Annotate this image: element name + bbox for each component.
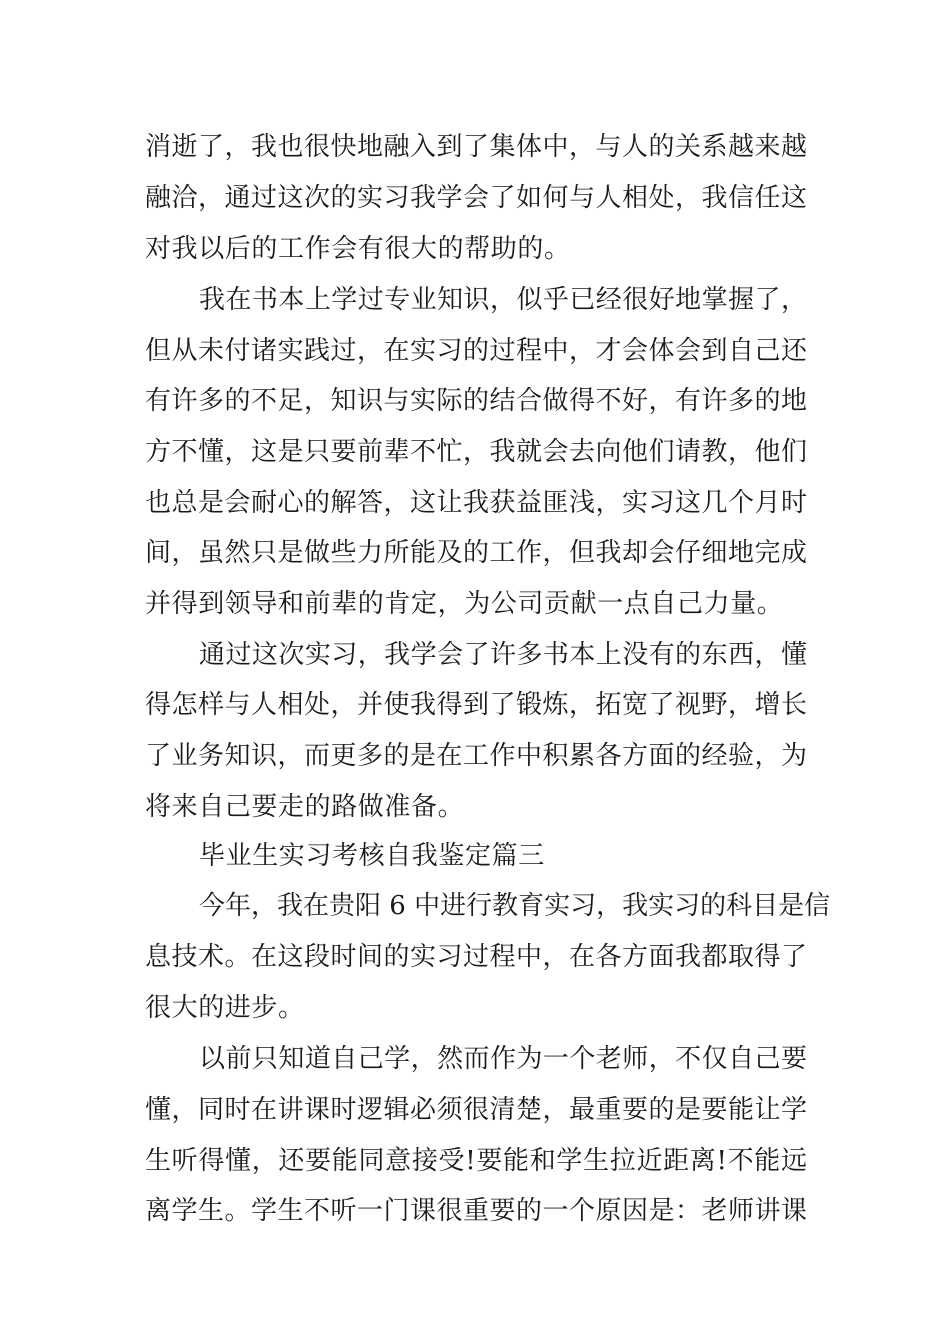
paragraph-1-line-1: 消逝了，我也很快地融入到了集体中，与人的关系越来越 bbox=[145, 132, 807, 162]
paragraph-2-line-2: 但从未付诸实践过，在实习的过程中，才会体会到自己还 bbox=[145, 336, 807, 366]
paragraph-1-line-3: 对我以后的工作会有很大的帮助的。 bbox=[145, 234, 571, 264]
paragraph-3-line-3: 了业务知识，而更多的是在工作中积累各方面的经验，为 bbox=[145, 741, 807, 771]
paragraph-5-line-1: 以前只知道自己学，然而作为一个老师，不仅自己要 bbox=[199, 1044, 807, 1074]
paragraph-4-line-2: 息技术。在这段时间的实习过程中，在各方面我都取得了 bbox=[145, 942, 807, 972]
paragraph-2-line-4: 方不懂，这是只要前辈不忙，我就会去向他们请教，他们 bbox=[145, 437, 807, 467]
paragraph-5-line-2: 懂，同时在讲课时逻辑必须很清楚，最重要的是要能让学 bbox=[145, 1095, 807, 1125]
paragraph-3-line-2: 得怎样与人相处，并使我得到了锻炼，拓宽了视野，增长 bbox=[145, 690, 807, 720]
paragraph-4-line-3: 很大的进步。 bbox=[145, 993, 305, 1023]
paragraph-2-line-7: 并得到领导和前辈的肯定，为公司贡献一点自己力量。 bbox=[145, 589, 784, 619]
paragraph-2-line-5: 也总是会耐心的解答，这让我获益匪浅，实习这几个月时 bbox=[145, 488, 807, 518]
paragraph-4-line-1: 今年，我在贵阳 6 中进行教育实习，我实习的科目是信 bbox=[199, 891, 831, 921]
paragraph-2-line-1: 我在书本上学过专业知识，似乎已经很好地掌握了， bbox=[199, 285, 807, 315]
paragraph-3-line-4: 将来自己要走的路做准备。 bbox=[145, 792, 465, 822]
paragraph-3-line-1: 通过这次实习，我学会了许多书本上没有的东西，懂 bbox=[199, 640, 807, 670]
section-heading: 毕业生实习考核自我鉴定篇三 bbox=[199, 841, 545, 871]
paragraph-5-line-3: 生听得懂，还要能同意接受!要能和学生拉近距离!不能远 bbox=[145, 1146, 807, 1176]
paragraph-5-line-4: 离学生。学生不听一门课很重要的一个原因是：老师讲课 bbox=[145, 1196, 807, 1226]
paragraph-1-line-2: 融洽，通过这次的实习我学会了如何与人相处，我信任这 bbox=[145, 183, 807, 213]
paragraph-2-line-6: 间，虽然只是做些力所能及的工作，但我却会仔细地完成 bbox=[145, 538, 807, 568]
paragraph-2-line-3: 有许多的不足，知识与实际的结合做得不好，有许多的地 bbox=[145, 386, 807, 416]
